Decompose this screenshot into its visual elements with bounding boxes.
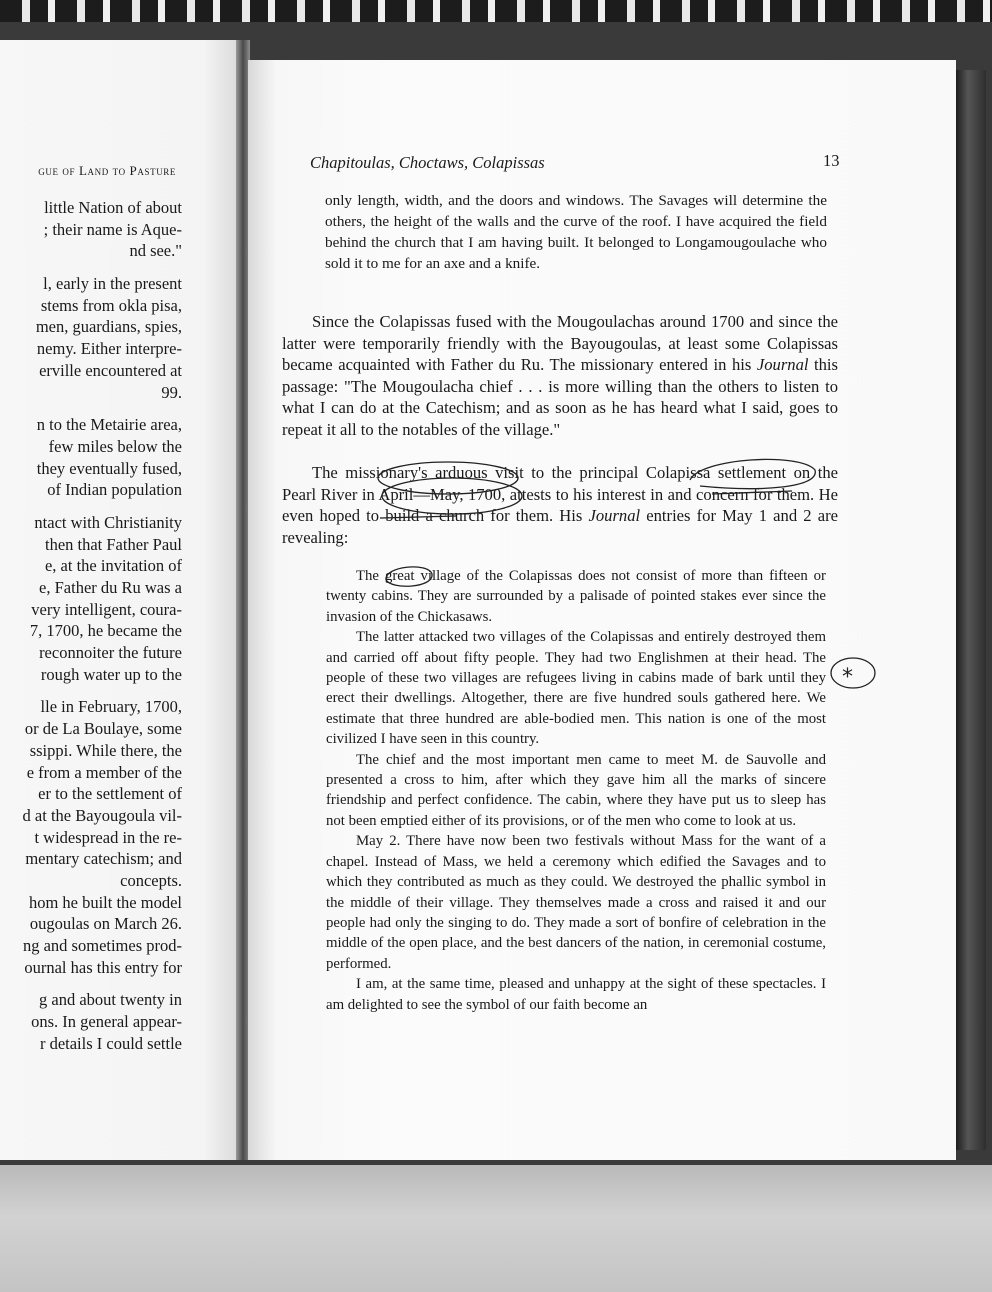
left-page-line: ng and sometimes prod-	[22, 936, 182, 955]
left-page-line: nemy. Either interpre-	[36, 339, 182, 359]
page-number: 13	[823, 151, 840, 170]
left-page-line: or de La Boulaye, some	[24, 719, 182, 739]
left-page-line: mentary catechism; and	[25, 849, 182, 869]
left-page-line: 7, 1700, he became the	[29, 621, 182, 641]
left-page-line: of Indian population	[43, 480, 182, 500]
left-page-line: then that Father Paul	[40, 534, 182, 554]
paragraph-gap	[0, 404, 182, 415]
left-page-line: e from a member of the	[26, 762, 182, 782]
binding-strip	[0, 0, 992, 22]
journal-paragraph: The great village of the Colapissas does not consist of more than fifteen or twenty cabins. They are surrounded by a palisade of pointed stakes ever since the invasion of the Chickasaws.	[326, 568, 826, 625]
journal-paragraph: I am, at the same time, pleased and unhappy at the sight of these spectacles. I am delighted to see the symbol of our faith become an	[326, 976, 826, 1013]
block-quote-continued: only length, width, and the doors and windows. The Savages will determine the others, the height of the walls and the curve of the roof. I have acquired the field behind the church that I am having built. It belonged to Longamougoulache who sold it to me for an axe and a knife.	[325, 192, 827, 272]
journal-paragraph: The latter attacked two villages of the Colapissas and entirely destroyed them and carried off about fifty people. They had two Englishmen at their head. The people of these two villages are refugees living in cabins made of bark until they erect their dwellings. Altogether, there are five hundred souls gathered here. We estimate that three hundred are able-bodied men. This nation is one of the most civilized I have seen in this country.	[326, 629, 826, 748]
left-page-line: ournal has this entry for	[24, 957, 182, 977]
left-page-line: nd see."	[129, 241, 182, 261]
left-page-line: ssippi. While there, the	[29, 740, 182, 760]
left-page-line: reconnoiter the future	[39, 643, 182, 663]
left-page-line: ; their name is Aque-	[43, 219, 182, 239]
journal-paragraph: The chief and the most important men came to meet M. de Sauvolle and presented a cross to him, after which they gave him all the marks of sincere friendship and perfect confidence. The cabin, where they have put us to sleep has not been emptied either of its provisions, or of the men who come to look at us.	[326, 751, 826, 829]
paragraph-colapissas-fusion: Since the Colapissas fused with the Mougoulachas around 1700 and since the latter were temporarily friendly with the Bayougoulas, at least some Colapissas became acquainted with Father du Ru. The missionary entered in his Journal this passage: "The Mougoulacha chief . . . is more willing than the others to listen to what I can do at the Catechism; and as soon as he has heard what I said, goes to repeat it all to the notables of the village."	[282, 312, 838, 439]
paragraph-gap	[0, 979, 182, 990]
margin-star-icon: *	[842, 665, 853, 690]
left-page-line: men, guardians, spies,	[35, 317, 182, 337]
page-edge	[956, 70, 986, 1150]
journal-block-quote	[326, 566, 826, 1015]
left-page-line: rough water up to the	[40, 664, 182, 684]
left-page-line: e, Father du Ru was a	[39, 578, 182, 597]
left-page-line: ougoulas on March 26.	[29, 914, 182, 934]
paragraph-missionary-visit: The missionary's arduous visit to the principal Colapissa settlement on the Pearl River in April—May, 1700, attests to his interest in and concern for them. He even hoped to build a church for them. His Journal entries for May 1 and 2 are revealing:	[282, 463, 838, 547]
journal-paragraph: May 2. There have now been two festivals without Mass for the want of a chapel. Instead of Mass, we held a ceremony which edified the Savages and to which they contributed as much as they could. We destroyed the phallic symbol in the middle of their village. They themselves made a cross and raised it and our people had only the singing to do. They made a sort of bonfire of celebration in the middle of the open place, and the best dancers of the nation, in ceremonial costume, performed.	[326, 833, 826, 972]
paragraph-gap	[0, 502, 182, 513]
left-page-line: e, at the invitation of	[44, 556, 182, 576]
left-page-text	[0, 198, 182, 1055]
left-page-line: ntact with Christianity	[34, 512, 182, 532]
paragraph-gap	[0, 263, 182, 274]
left-page-line: r details I could settle	[39, 1033, 182, 1053]
left-page-line: l, early in the present	[43, 274, 182, 294]
left-page-line: g and about twenty in	[39, 990, 182, 1010]
left-page-line: little Nation of about	[44, 198, 182, 217]
left-page-line: d at the Bayougoula vil-	[22, 805, 182, 825]
left-page-line: stems from okla pisa,	[36, 295, 182, 315]
paragraph-gap	[0, 686, 182, 697]
left-page-line: concepts.	[120, 870, 182, 890]
table-surface	[0, 1165, 992, 1292]
left-page-line: they eventually fused,	[36, 458, 182, 478]
running-head-title: Chapitoulas, Choctaws, Colapissas	[310, 153, 545, 172]
left-page-line: 99.	[161, 382, 182, 402]
left-page-line: few miles below the	[44, 436, 182, 456]
left-page-line: very intelligent, coura-	[31, 599, 182, 619]
left-page-line: n to the Metairie area,	[36, 415, 182, 435]
left-page-line: erville encountered at	[39, 360, 182, 380]
left-page-line: t widespread in the re-	[34, 827, 182, 847]
left-page-line: lle in February, 1700,	[40, 697, 182, 717]
left-page-line: hom he built the model	[28, 892, 182, 912]
left-page-line: er to the settlement of	[38, 784, 182, 804]
left-running-head: gue of Land to Pasture	[38, 163, 176, 178]
left-page-line: ons. In general appear-	[31, 1012, 182, 1032]
